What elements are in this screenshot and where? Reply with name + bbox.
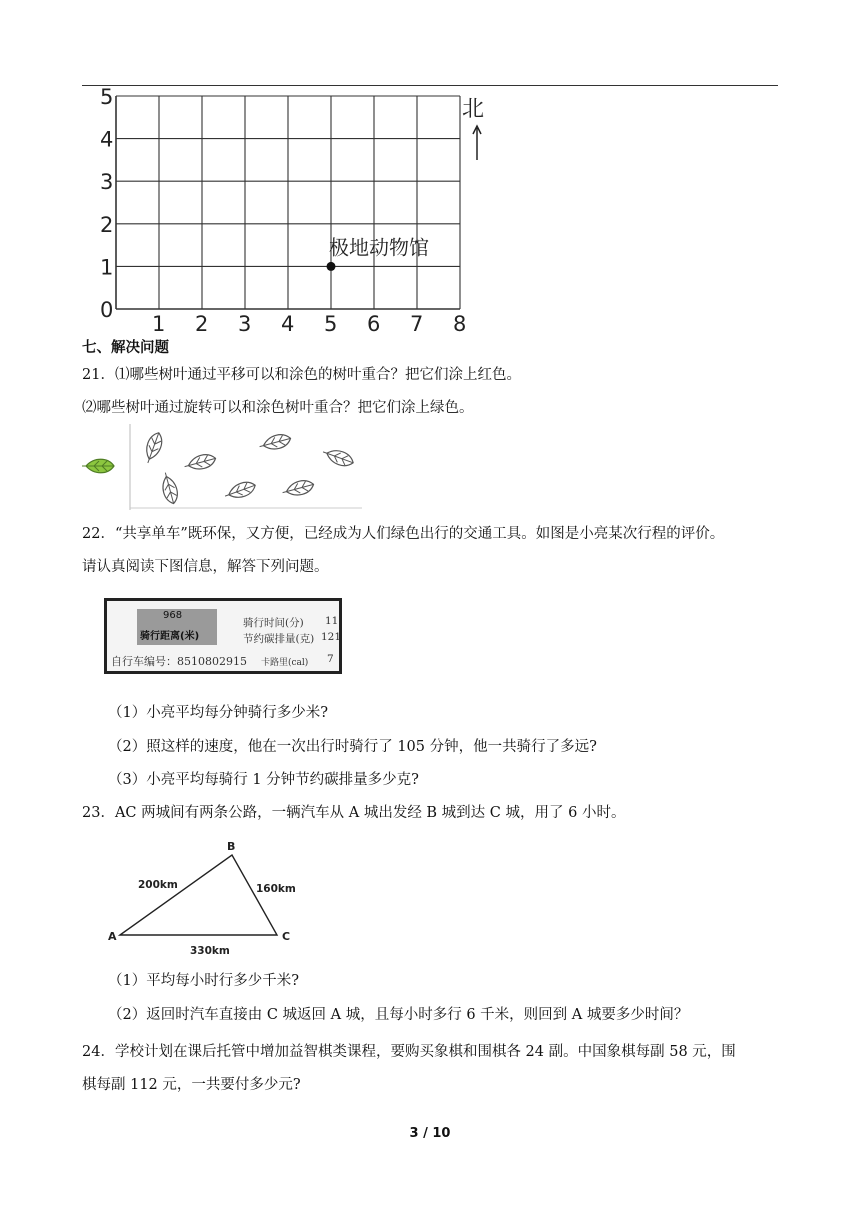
leaves-figure bbox=[82, 420, 372, 512]
grid-y-label: 5 bbox=[100, 86, 114, 109]
q21-line2: ⑵哪些树叶通过旋转可以和涂色树叶重合？把它们涂上绿色。 bbox=[82, 400, 474, 416]
q21-line1: 21．⑴哪些树叶通过平移可以和涂色的树叶重合？把它们涂上红色。 bbox=[82, 367, 521, 383]
q22-sub3: （3）小亮平均每骑行 1 分钟节约碳排量多少克? bbox=[108, 772, 419, 788]
ab-distance: 200km bbox=[138, 879, 178, 891]
time-label: 骑行时间(分) bbox=[243, 617, 304, 629]
leaf-icon bbox=[183, 452, 217, 473]
grid-y-label: 4 bbox=[100, 127, 114, 152]
grid-y-label: 3 bbox=[100, 170, 114, 195]
q23-sub1: （1）平均每小时行多少千米? bbox=[108, 973, 299, 989]
distance-label: 骑行距离(米) bbox=[140, 631, 200, 642]
q22-line1: 22．“共享单车”既环保，又方便，已经成为人们绿色出行的交通工具。如图是小亮某次行程的评价。 bbox=[82, 526, 725, 542]
grid-lines bbox=[116, 96, 460, 309]
carbon-value: 121 bbox=[321, 631, 342, 643]
point-a-label: A bbox=[108, 930, 117, 943]
q24-line1: 24．学校计划在课后托管中增加益智棋类课程，要购买象棋和围棋各 24 副。中国象棋每副 58 元，围 bbox=[82, 1044, 736, 1060]
bike-number: 自行车编号：8510802915 bbox=[111, 655, 247, 668]
shaded-leaf-icon bbox=[82, 459, 114, 473]
coordinate-grid-figure bbox=[90, 86, 510, 336]
grid-x-label: 4 bbox=[281, 312, 295, 336]
grid-x-label: 1 bbox=[152, 312, 166, 336]
grid-x-label: 7 bbox=[410, 312, 424, 336]
leaf-icon bbox=[159, 471, 180, 505]
time-value: 11 bbox=[325, 615, 339, 627]
leaf-icon bbox=[223, 479, 258, 503]
bc-distance: 160km bbox=[256, 883, 296, 895]
calorie-value: 7 bbox=[327, 653, 334, 665]
distance-value: 968 bbox=[163, 610, 183, 621]
carbon-label: 节约碳排量(克) bbox=[243, 633, 315, 645]
leaf-icon bbox=[281, 478, 315, 499]
q22-line2: 请认真阅读下图信息，解答下列问题。 bbox=[82, 559, 329, 575]
bike-ride-card bbox=[104, 598, 342, 674]
q22-sub2: （2）照这样的速度，他在一次出行时骑行了 105 分钟，他一共骑行了多远? bbox=[108, 739, 597, 755]
section-title: 七、解决问题 bbox=[82, 340, 169, 356]
grid-x-label: 6 bbox=[367, 312, 381, 336]
grid-y-label: 0 bbox=[100, 298, 114, 322]
q24-line2: 棋每副 112 元，一共要付多少元? bbox=[82, 1077, 301, 1093]
grid-y-label: 1 bbox=[100, 255, 114, 280]
zoo-point-label: 极地动物馆 bbox=[329, 235, 429, 260]
ac-distance: 330km bbox=[190, 945, 230, 957]
triangle-route bbox=[120, 855, 277, 935]
leaf-icon bbox=[321, 446, 356, 470]
grid-x-label: 5 bbox=[324, 312, 338, 336]
q23-line1: 23．AC 两城间有两条公路，一辆汽车从 A 城出发经 B 城到达 C 城，用了 6 小时。 bbox=[82, 805, 626, 821]
point-b-label: B bbox=[227, 840, 236, 853]
q22-sub1: （1）小亮平均每分钟骑行多少米? bbox=[108, 705, 328, 721]
leaf-icon bbox=[142, 431, 166, 466]
grid-x-label: 8 bbox=[453, 312, 467, 336]
zoo-point bbox=[327, 262, 336, 271]
page-number: 3 / 10 bbox=[409, 1126, 451, 1141]
grid-x-label: 3 bbox=[238, 312, 252, 336]
grid-x-label: 2 bbox=[195, 312, 209, 336]
leaf-icon bbox=[258, 432, 292, 453]
grid-y-label: 2 bbox=[100, 212, 114, 237]
q23-sub2: （2）返回时汽车直接由 C 城返回 A 城，且每小时多行 6 千米，则回到 A 城要多少时间？ bbox=[108, 1007, 689, 1023]
point-c-label: C bbox=[282, 930, 291, 943]
north-label: 北 bbox=[462, 97, 485, 122]
triangle-figure bbox=[104, 836, 304, 960]
calorie-label: 卡路里(cal) bbox=[261, 658, 309, 668]
